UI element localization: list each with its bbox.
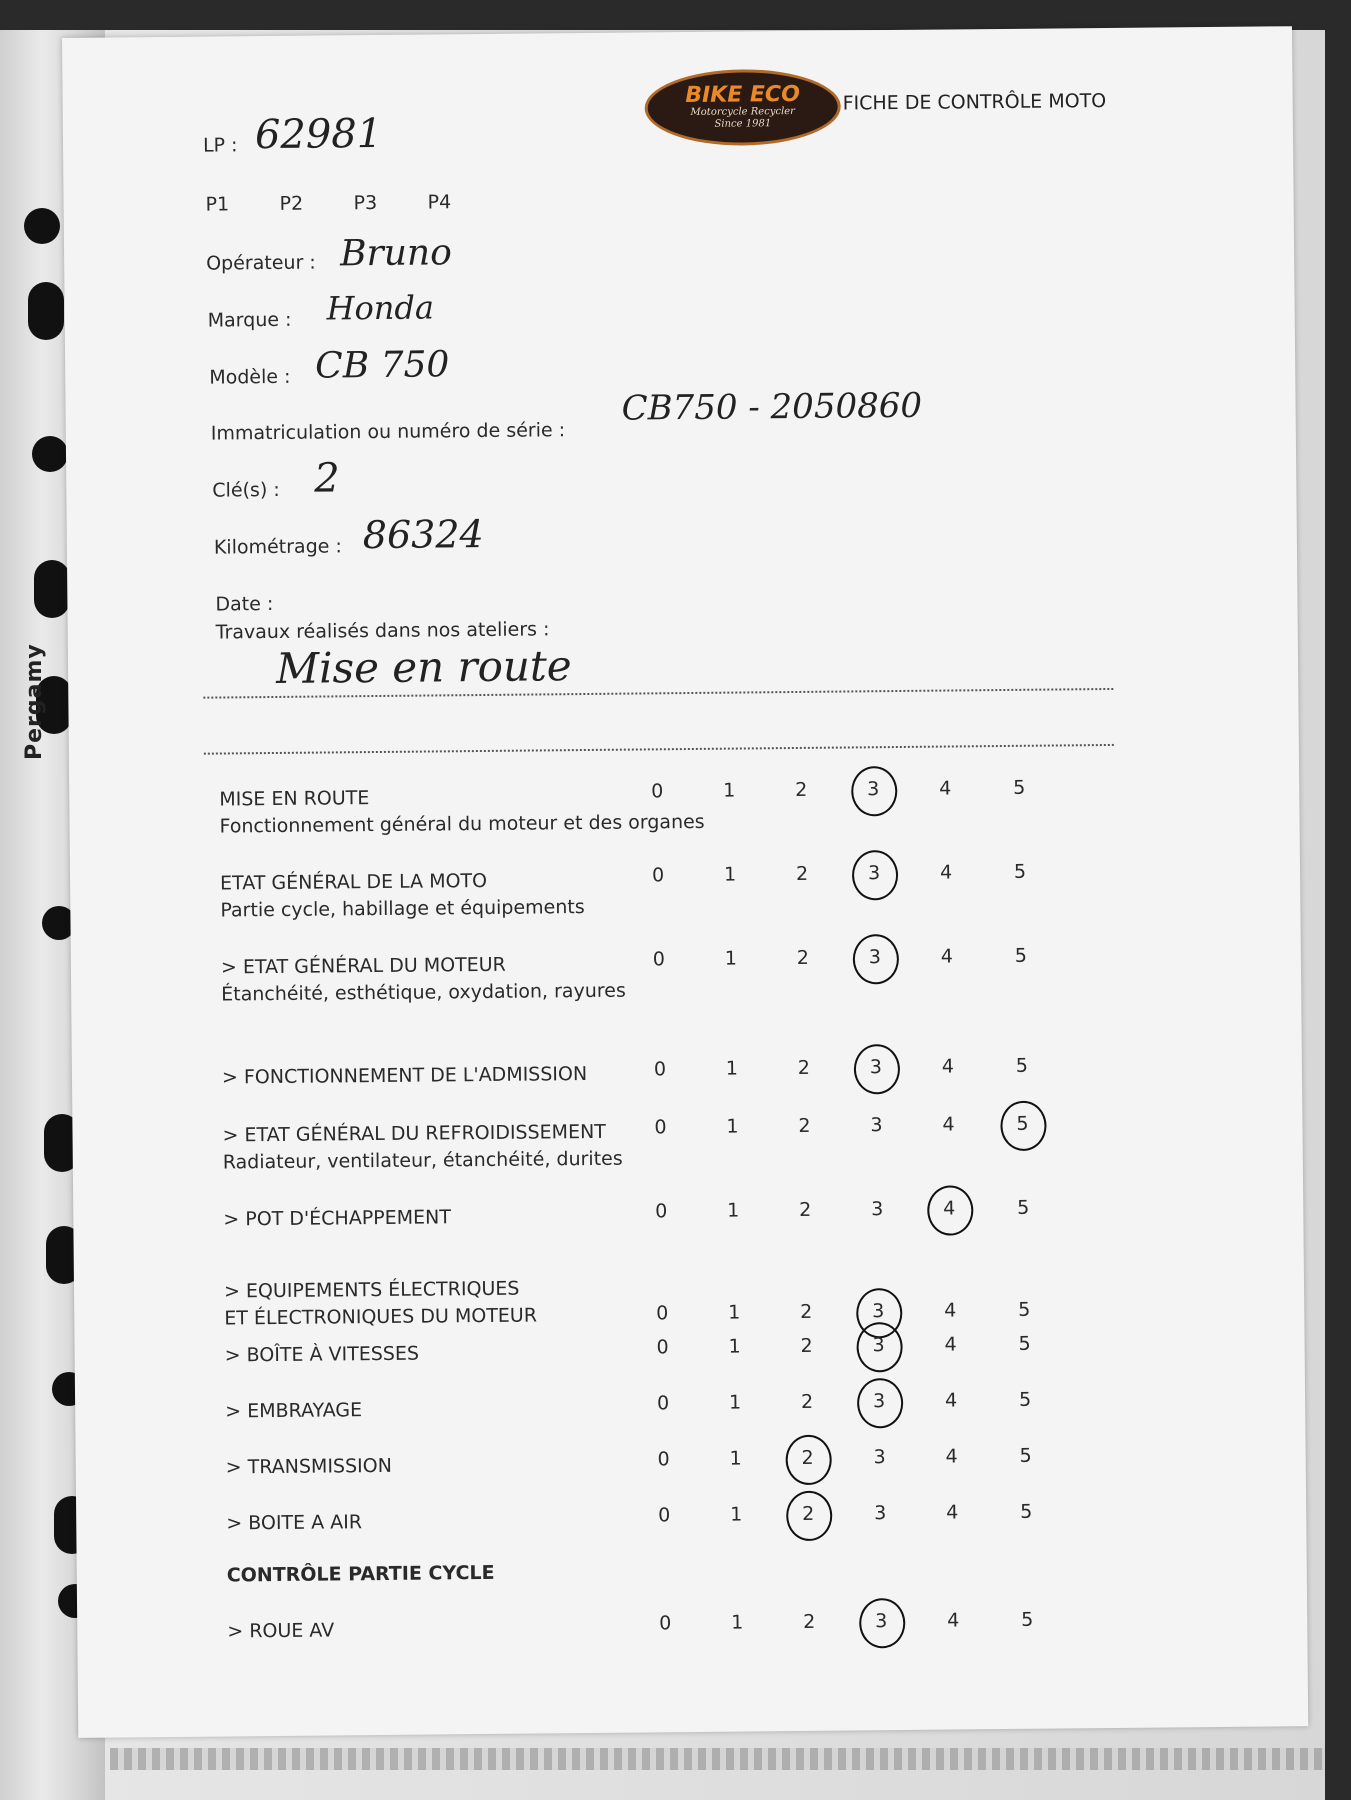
rating-option[interactable]: 1 [723, 779, 736, 802]
date-label: Date : [215, 592, 274, 616]
rating-option[interactable]: 2 [800, 1390, 814, 1413]
rating-option[interactable]: 1 [723, 863, 737, 886]
rating-option[interactable]: 3 [868, 1334, 888, 1356]
rating-option[interactable]: 2 [795, 862, 809, 885]
rating-option[interactable]: 1 [724, 947, 738, 970]
cles-value: 2 [314, 455, 340, 502]
selected-rating-circle [853, 934, 899, 984]
rating-option[interactable]: 4 [946, 1501, 959, 1524]
rating-option[interactable]: 3 [866, 1056, 886, 1078]
modele-label: Modèle : [209, 365, 291, 389]
rating-option[interactable]: 5 [1018, 1332, 1031, 1355]
rating-option[interactable]: 4 [945, 1445, 958, 1468]
rating-option[interactable]: 2 [796, 946, 810, 969]
rating-option[interactable]: 1 [731, 1611, 744, 1634]
rating-option[interactable]: 0 [656, 1336, 669, 1359]
selected-rating-circle [852, 850, 898, 900]
rating-option[interactable]: 0 [655, 1200, 668, 1223]
rating-option[interactable]: 0 [654, 1116, 667, 1139]
selected-rating-circle [857, 1378, 903, 1428]
check-item-subtitle: Partie cycle, habillage et équipements [220, 896, 585, 922]
cles-label: Clé(s) : [212, 478, 280, 502]
lp-label: LP : [202, 134, 238, 157]
rating-option[interactable]: 4 [944, 1389, 958, 1412]
modele-value: CB 750 [314, 344, 450, 387]
document-title: FICHE DE CONTRÔLE MOTO [842, 89, 1107, 115]
selected-rating-circle [856, 1322, 902, 1372]
rating-option[interactable]: 3 [873, 1446, 886, 1469]
rating-option[interactable]: 0 [656, 1302, 669, 1325]
rating-option[interactable]: 0 [651, 864, 665, 887]
rating-option[interactable]: 3 [870, 1114, 883, 1137]
selected-rating-circle [854, 1044, 900, 1094]
check-item-title: > ROUE AV [227, 1619, 335, 1643]
rating-option[interactable]: 4 [947, 1609, 960, 1632]
rating-option[interactable]: 2 [798, 1114, 811, 1137]
check-item-title: > EMBRAYAGE [225, 1399, 363, 1423]
rating-option[interactable]: 0 [651, 780, 664, 803]
rating-option[interactable]: 5 [1012, 1113, 1032, 1135]
check-item-subtitle: Fonctionnement général du moteur et des organes [219, 810, 705, 838]
rating-option[interactable]: 0 [657, 1448, 670, 1471]
binder-hole [28, 282, 64, 340]
selected-rating-circle [859, 1598, 905, 1648]
rating-option[interactable]: 0 [656, 1392, 670, 1415]
binder-hole [24, 208, 60, 244]
selected-rating-circle [786, 1491, 832, 1541]
bike-eco-logo [644, 69, 841, 147]
rating-option[interactable]: 1 [726, 1115, 739, 1138]
operateur-label: Opérateur : [206, 251, 316, 275]
binder-brand: Pergamy [22, 643, 47, 760]
selected-rating-circle [1000, 1101, 1046, 1151]
selected-rating-circle [785, 1435, 831, 1485]
control-sheet [62, 26, 1308, 1738]
rating-option[interactable]: 5 [1013, 776, 1026, 799]
check-item-subtitle: Étanchéité, esthétique, oxydation, rayures [221, 979, 626, 1006]
rating-option[interactable]: 0 [653, 1058, 667, 1081]
position-p2: P2 [279, 192, 304, 215]
rating-option[interactable]: 1 [725, 1057, 739, 1080]
rating-option[interactable]: 3 [863, 778, 883, 800]
check-item-title: > BOÎTE À VITESSES [224, 1342, 420, 1367]
marque-label: Marque : [207, 308, 292, 332]
check-item-subtitle: ET ÉLECTRONIQUES DU MOTEUR [224, 1304, 538, 1330]
immatriculation-label: Immatriculation ou numéro de série : [210, 419, 566, 445]
rating-option[interactable]: 1 [730, 1503, 743, 1526]
position-p4: P4 [427, 191, 452, 214]
rating-option[interactable]: 1 [728, 1335, 741, 1358]
rating-option[interactable]: 5 [1013, 860, 1027, 883]
check-item-title: > EQUIPEMENTS ÉLECTRIQUES [223, 1277, 520, 1303]
rating-option[interactable]: 2 [803, 1610, 816, 1633]
rating-option[interactable]: 5 [1019, 1444, 1032, 1467]
check-item-title: > BOITE A AIR [226, 1511, 363, 1535]
rating-option[interactable]: 3 [869, 1390, 889, 1412]
rating-option[interactable]: 5 [1020, 1500, 1033, 1523]
travaux-value: Mise en route [275, 641, 572, 693]
rating-option[interactable]: 5 [1018, 1298, 1031, 1321]
sleeve-edge [110, 1748, 1325, 1770]
position-p1: P1 [205, 193, 230, 216]
immatriculation-value: CB750 - 2050860 [621, 385, 923, 429]
rating-option[interactable]: 5 [1017, 1196, 1030, 1219]
rating-option[interactable]: 0 [652, 948, 666, 971]
position-p3: P3 [353, 191, 378, 215]
rating-option[interactable]: 0 [658, 1504, 671, 1527]
section-title: CONTRÔLE PARTIE CYCLE [226, 1561, 495, 1587]
travaux-label: Travaux réalisés dans nos ateliers : [215, 618, 550, 644]
rating-option[interactable]: 4 [944, 1333, 957, 1356]
marque-value: Honda [326, 288, 435, 328]
binder-hole [32, 436, 68, 472]
logo-subtitle: Motorcycle Recycler [690, 105, 795, 118]
rating-option[interactable]: 4 [939, 777, 952, 800]
rating-option[interactable]: 2 [799, 1198, 812, 1221]
rating-option[interactable]: 4 [944, 1299, 957, 1322]
check-item-subtitle: Radiateur, ventilateur, étanchéité, durites [222, 1147, 623, 1174]
rating-option[interactable]: 5 [1014, 944, 1028, 967]
rating-option[interactable]: 3 [864, 862, 884, 884]
rating-option[interactable]: 2 [795, 778, 808, 801]
dotted-line [204, 744, 1114, 755]
logo-text: BIKE ECO [685, 81, 800, 109]
check-item-title: ETAT GÉNÉRAL DE LA MOTO [220, 869, 488, 895]
rating-option[interactable]: 1 [727, 1199, 740, 1222]
rating-option[interactable]: 4 [941, 1055, 955, 1078]
selected-rating-circle [927, 1185, 973, 1235]
rating-option[interactable]: 0 [659, 1612, 672, 1635]
rating-option[interactable]: 1 [728, 1391, 742, 1414]
check-item-title: > POT D'ÉCHAPPEMENT [223, 1206, 452, 1231]
rating-option[interactable]: 3 [865, 946, 885, 968]
rating-option[interactable]: 2 [800, 1334, 813, 1357]
rating-option[interactable]: 3 [871, 1198, 884, 1221]
rating-option[interactable]: 4 [940, 945, 954, 968]
rating-option[interactable]: 2 [800, 1300, 813, 1323]
rating-option[interactable]: 2 [797, 1056, 811, 1079]
kilometrage-label: Kilométrage : [213, 535, 342, 559]
operateur-value: Bruno [339, 232, 452, 275]
lp-value: 62981 [254, 110, 383, 159]
rating-option[interactable]: 1 [728, 1301, 741, 1324]
rating-option[interactable]: 5 [1015, 1054, 1029, 1077]
rating-option[interactable]: 4 [942, 1113, 955, 1136]
rating-option[interactable]: 4 [939, 861, 953, 884]
rating-option[interactable]: 2 [798, 1447, 818, 1469]
rating-option[interactable]: 5 [1018, 1388, 1032, 1411]
check-item-title: MISE EN ROUTE [219, 787, 370, 811]
kilometrage-value: 86324 [362, 511, 484, 558]
rating-option[interactable]: 3 [868, 1300, 888, 1322]
logo-subtitle-since: Since 1981 [714, 118, 772, 130]
check-item-title: > ETAT GÉNÉRAL DU REFROIDISSEMENT [222, 1120, 606, 1147]
rating-option[interactable]: 4 [939, 1197, 959, 1219]
rating-option[interactable]: 2 [798, 1503, 818, 1525]
rating-option[interactable]: 5 [1021, 1608, 1034, 1631]
check-item-title: > TRANSMISSION [225, 1454, 392, 1479]
selected-rating-circle [851, 766, 897, 816]
binder-hole [34, 560, 70, 618]
rating-option[interactable]: 3 [874, 1502, 887, 1525]
check-item-title: > FONCTIONNEMENT DE L'ADMISSION [221, 1063, 588, 1089]
rating-option[interactable]: 1 [729, 1447, 742, 1470]
rating-option[interactable]: 3 [871, 1610, 891, 1632]
check-item-title: > ETAT GÉNÉRAL DU MOTEUR [220, 953, 506, 979]
